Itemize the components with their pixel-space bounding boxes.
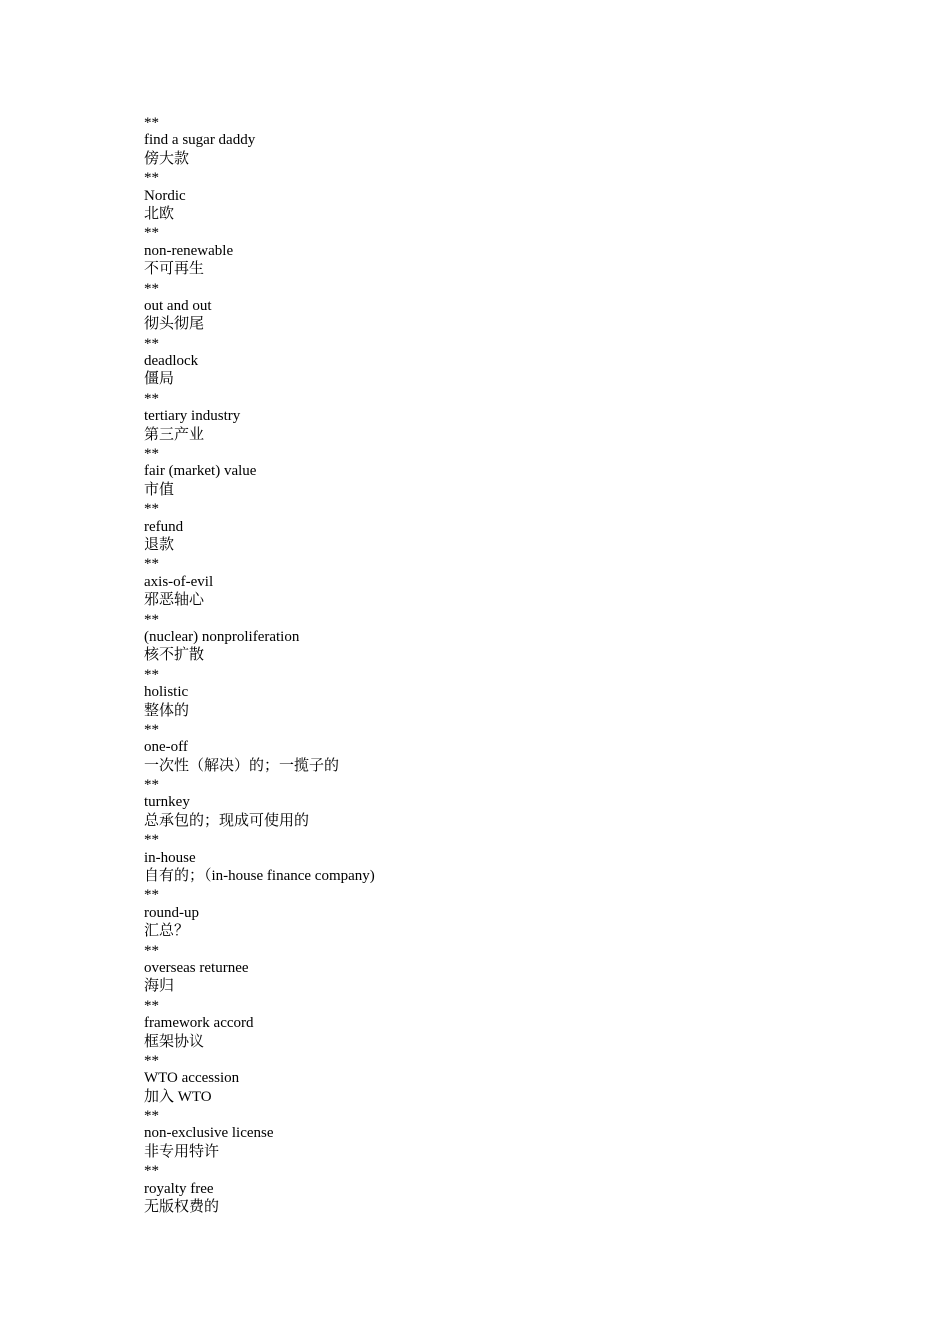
glossary-entry <box>144 168 844 223</box>
english-term: overseas returnee <box>144 959 249 976</box>
glossary-entry <box>144 885 844 940</box>
chinese-translation: 总承包的；现成可使用的 <box>144 812 310 829</box>
english-term: tertiary industry <box>144 408 241 425</box>
english-term: non-renewable <box>144 242 234 259</box>
chinese-translation: 核不扩散 <box>144 647 205 664</box>
english-term: out and out <box>144 297 212 314</box>
glossary-entry <box>144 389 844 444</box>
entry-separator: ** <box>144 446 159 463</box>
entry-separator: ** <box>144 997 159 1014</box>
glossary-entry <box>144 223 844 278</box>
glossary-entry <box>144 720 844 775</box>
english-term: turnkey <box>144 794 190 811</box>
chinese-translation: 汇总？ <box>144 923 190 940</box>
glossary-entry <box>144 1051 844 1106</box>
chinese-translation: 北欧 <box>144 205 175 222</box>
entry-separator: ** <box>144 832 159 849</box>
glossary-entry <box>144 499 844 554</box>
chinese-translation: 第三产业 <box>144 426 205 443</box>
glossary-entry <box>144 554 844 609</box>
chinese-translation: 框架协议 <box>144 1033 205 1050</box>
chinese-translation: 一次性（解决）的；一揽子的 <box>144 757 340 774</box>
english-term: royalty free <box>144 1180 214 1197</box>
entry-separator: ** <box>144 777 159 794</box>
chinese-translation: 非专用特许 <box>144 1143 220 1160</box>
chinese-translation: 彻头彻尾 <box>144 316 205 333</box>
glossary-entry <box>144 996 844 1051</box>
chinese-translation: 加入 WTO <box>144 1088 212 1105</box>
chinese-translation: 不可再生 <box>144 261 205 278</box>
glossary-entry <box>144 113 844 168</box>
english-term: axis-of-evil <box>144 573 214 590</box>
entry-separator: ** <box>144 721 159 738</box>
glossary-entry <box>144 444 844 499</box>
english-term: refund <box>144 518 184 535</box>
english-term: in-house <box>144 849 196 866</box>
glossary-entry <box>144 775 844 830</box>
entry-separator: ** <box>144 1052 159 1069</box>
chinese-translation: 自有的；（in-house finance company) <box>144 868 375 885</box>
chinese-translation: 僵局 <box>144 371 175 388</box>
chinese-translation: 海归 <box>144 978 175 995</box>
glossary-entry <box>144 279 844 334</box>
glossary-entry <box>144 1106 844 1161</box>
glossary-entry <box>144 665 844 720</box>
chinese-translation: 傍大款 <box>144 150 190 167</box>
glossary-entry <box>144 1161 844 1216</box>
chinese-translation: 邪恶轴心 <box>144 592 205 609</box>
english-term: find a sugar daddy <box>144 132 256 149</box>
entry-separator: ** <box>144 170 159 187</box>
english-term: non-exclusive license <box>144 1125 274 1142</box>
chinese-translation: 退款 <box>144 536 175 553</box>
chinese-translation: 整体的 <box>144 702 190 719</box>
glossary-entry <box>144 830 844 885</box>
entry-separator: ** <box>144 501 159 518</box>
glossary-list <box>144 113 844 1216</box>
glossary-entry <box>144 334 844 389</box>
entry-separator: ** <box>144 280 159 297</box>
english-term: round-up <box>144 904 199 921</box>
entry-separator: ** <box>144 942 159 959</box>
entry-separator: ** <box>144 390 159 407</box>
english-term: one-off <box>144 739 188 756</box>
glossary-entry <box>144 610 844 665</box>
entry-separator: ** <box>144 1163 159 1180</box>
chinese-translation: 市值 <box>144 481 175 498</box>
english-term: framework accord <box>144 1015 254 1032</box>
entry-separator: ** <box>144 1108 159 1125</box>
entry-separator: ** <box>144 887 159 904</box>
english-term: Nordic <box>144 187 186 204</box>
entry-separator: ** <box>144 115 159 131</box>
english-term: deadlock <box>144 353 199 370</box>
entry-separator: ** <box>144 611 159 628</box>
english-term: (nuclear) nonproliferation <box>144 628 300 645</box>
entry-separator: ** <box>144 225 159 242</box>
entry-separator: ** <box>144 335 159 352</box>
english-term: WTO accession <box>144 1070 240 1087</box>
entry-separator: ** <box>144 666 159 683</box>
entry-separator: ** <box>144 556 159 573</box>
glossary-entry <box>144 941 844 996</box>
english-term: holistic <box>144 684 189 701</box>
english-term: fair (market) value <box>144 463 257 480</box>
chinese-translation: 无版权费的 <box>144 1199 220 1216</box>
